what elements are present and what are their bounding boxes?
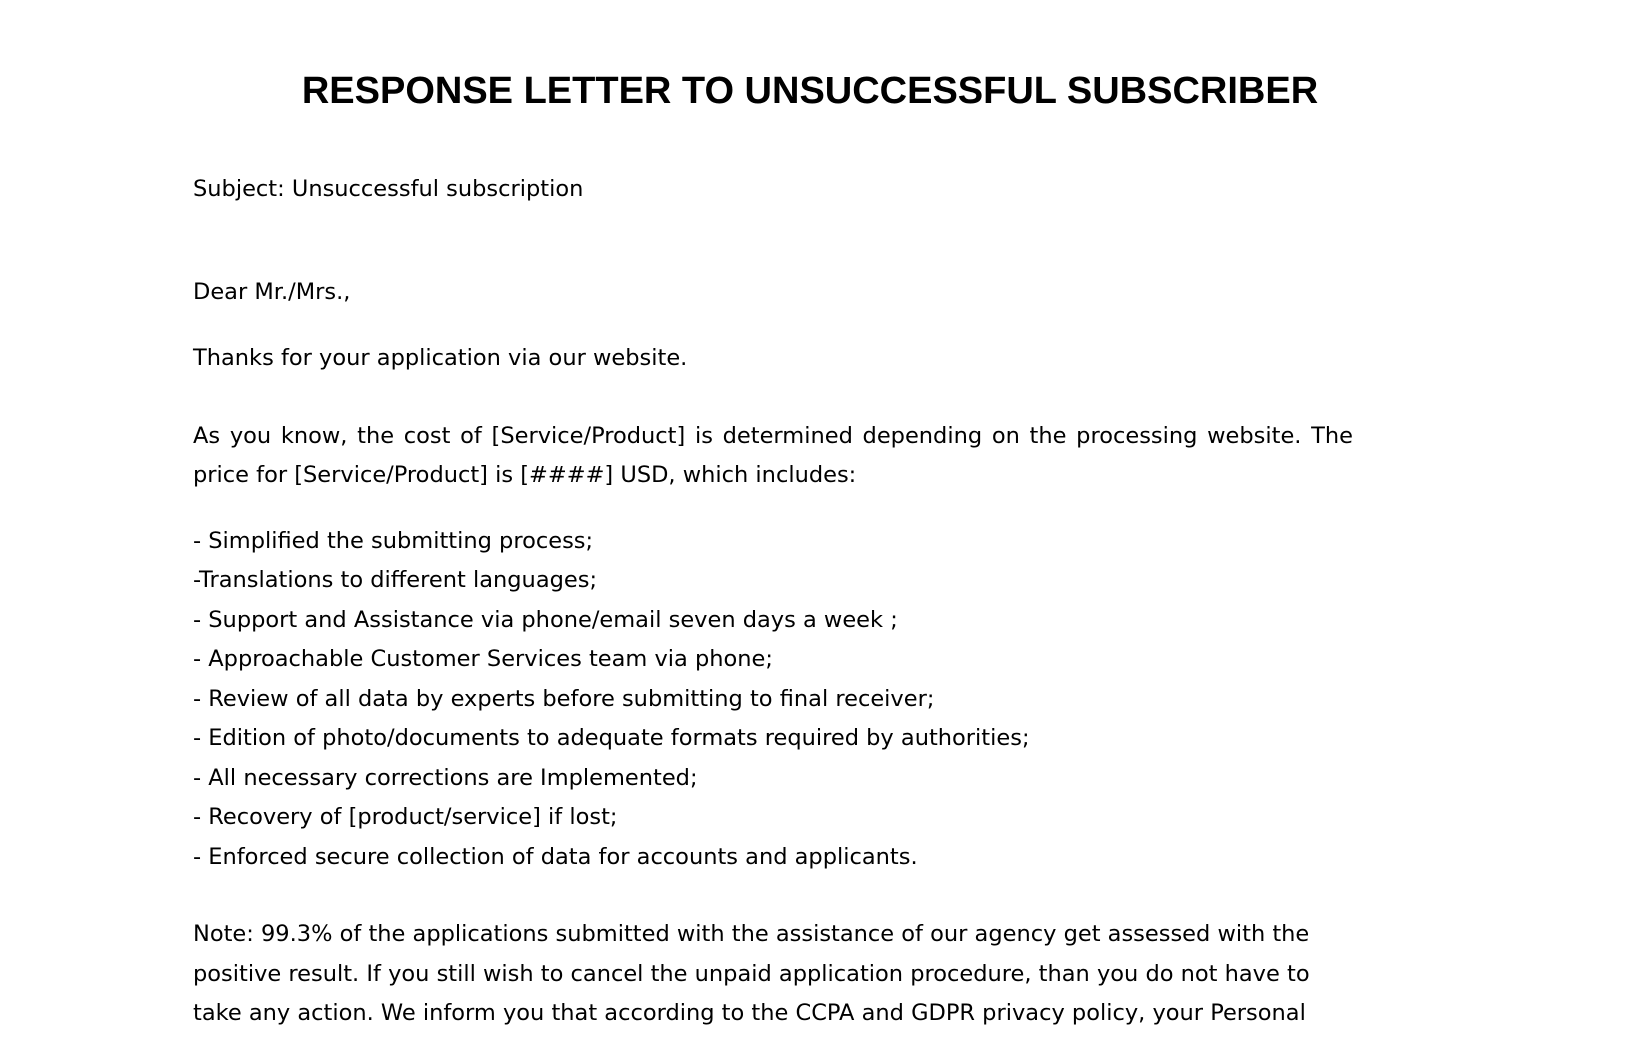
list-item: - Support and Assistance via phone/email seven days a week ; (193, 606, 898, 633)
pricing-paragraph: As you know, the cost of [Service/Product] is determined depending on the processing website. The price for [Service/Product] is [####] USD, which includes: (193, 422, 1353, 488)
list-item: - Approachable Customer Services team via phone; (193, 646, 773, 672)
note-paragraph (193, 915, 1353, 1034)
list-item: - Recovery of [product/service] if lost; (193, 804, 618, 830)
note-line: Note: 99.3% of the applications submitted with the assistance of our agency get assessed with the (193, 921, 1310, 947)
list-item: - Review of all data by experts before submitting to final receiver; (193, 685, 935, 712)
greeting: Dear Mr./Mrs., (193, 278, 351, 305)
list-item: - Edition of photo/documents to adequate formats required by authorities; (193, 725, 1030, 751)
list-item: - All necessary corrections are Implemented; (193, 764, 698, 791)
includes-list (193, 522, 1353, 878)
thanks-paragraph: Thanks for your application via our website. (193, 345, 688, 371)
note-line: take any action. We inform you that according to the CCPA and GDPR privacy policy, your Personal (193, 1000, 1306, 1026)
note-line: positive result. If you still wish to cancel the unpaid application procedure, than you do not have to (193, 960, 1310, 987)
subject-line: Subject: Unsuccessful subscription (193, 176, 584, 202)
list-item: - Enforced secure collection of data for accounts and applicants. (193, 843, 918, 870)
letter-body (193, 170, 1353, 1034)
list-item: -Translations to different languages; (193, 567, 598, 593)
list-item: - Simplified the submitting process; (193, 527, 594, 554)
document-title: RESPONSE LETTER TO UNSUCCESSFUL SUBSCRIBER (301, 70, 1319, 112)
